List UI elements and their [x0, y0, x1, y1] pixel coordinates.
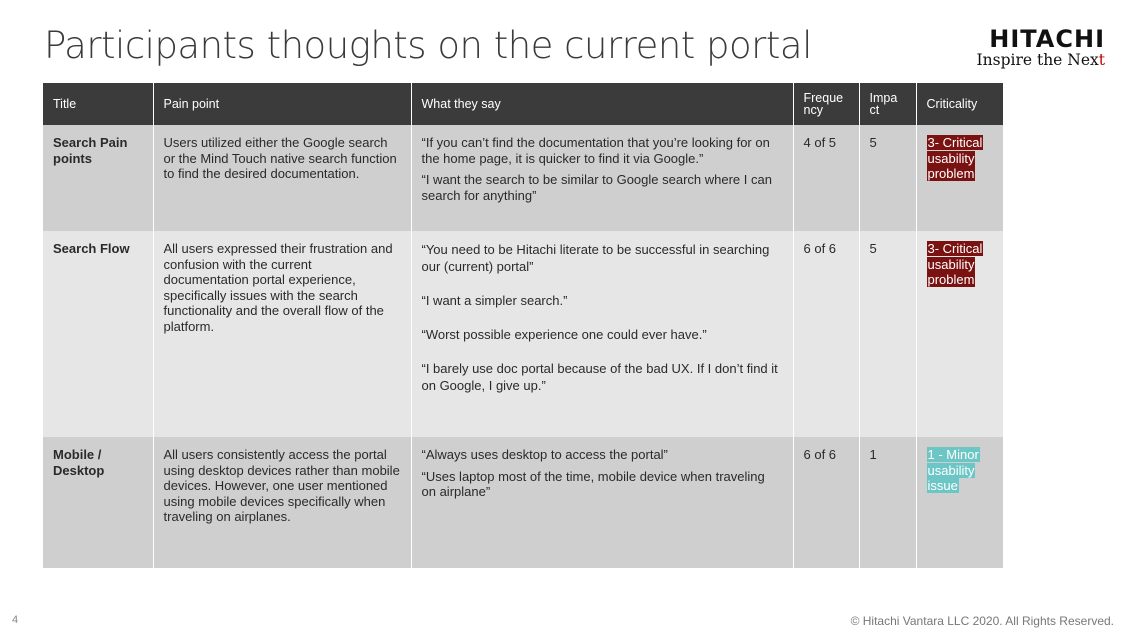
table-row [43, 437, 1003, 568]
quote: “If you can’t find the documentation that you’re looking for on the home page, it is quicker to find it via Google.” [421, 135, 770, 166]
logo-tagline-main: Inspire the Nex [976, 51, 1099, 69]
row-title: Mobile / Desktop [43, 437, 153, 568]
row-criticality [916, 125, 1003, 231]
quote: “Worst possible experience one could ever have.” [421, 327, 707, 342]
row-frequency: 6 of 6 [793, 231, 859, 437]
quote: “I want the search to be similar to Google search where I can search for anything” [421, 172, 772, 203]
table-header-row [43, 83, 1003, 125]
slide-title: Participants thoughts on the current portal [44, 24, 812, 67]
quote: “You need to be Hitachi literate to be successful in searching our (current) portal” [421, 242, 770, 274]
logo-tagline [977, 51, 1105, 70]
row-pain-point: All users consistently access the portal using desktop devices rather than mobile devices. However, one user mentioned using mobile devices specifically when traveling on airplanes. [153, 437, 411, 568]
pain-points-table [43, 83, 1003, 568]
quote: “Always uses desktop to access the portal” [421, 447, 668, 462]
table-row [43, 125, 1003, 231]
row-criticality [916, 437, 1003, 568]
criticality-badge: 3- Critical usability problem [927, 241, 983, 287]
row-frequency: 4 of 5 [793, 125, 859, 231]
row-impact: 5 [859, 125, 916, 231]
table-row [43, 231, 1003, 437]
criticality-badge: 3- Critical usability problem [927, 135, 983, 181]
row-criticality [916, 231, 1003, 437]
criticality-badge: 1 - Minor usability issue [927, 447, 979, 493]
header-what-they-say: What they say [411, 83, 793, 125]
header-impact: Impa ct [859, 83, 916, 125]
row-pain-point: Users utilized either the Google search or the Mind Touch native search function to find the desired documentation. [153, 125, 411, 231]
quote: “I barely use doc portal because of the bad UX. If I don’t find it on Google, I give up.” [421, 361, 778, 393]
row-quotes [411, 437, 793, 568]
quote: “Uses laptop most of the time, mobile device when traveling on airplane” [421, 468, 765, 499]
row-quotes [411, 125, 793, 231]
row-title: Search Flow [43, 231, 153, 437]
row-title: Search Pain points [43, 125, 153, 231]
copyright-footer: © Hitachi Vantara LLC 2020. All Rights Reserved. [850, 614, 1114, 628]
header-criticality: Criticality [916, 83, 1003, 125]
row-impact: 1 [859, 437, 916, 568]
row-quotes [411, 231, 793, 437]
header-frequency: Freque ncy [793, 83, 859, 125]
row-frequency: 6 of 6 [793, 437, 859, 568]
row-pain-point: All users expressed their frustration and confusion with the current documentation portal experience, specifically issues with the search functionality and the overall flow of the platform. [153, 231, 411, 437]
quote: “I want a simpler search.” [421, 293, 568, 308]
logo-wordmark: HITACHI [989, 25, 1105, 53]
logo-tagline-last: t [1098, 51, 1105, 69]
header-title: Title [43, 83, 153, 125]
hitachi-logo [977, 27, 1105, 70]
header-pain-point: Pain point [153, 83, 411, 125]
page-number: 4 [12, 614, 19, 626]
row-impact: 5 [859, 231, 916, 437]
